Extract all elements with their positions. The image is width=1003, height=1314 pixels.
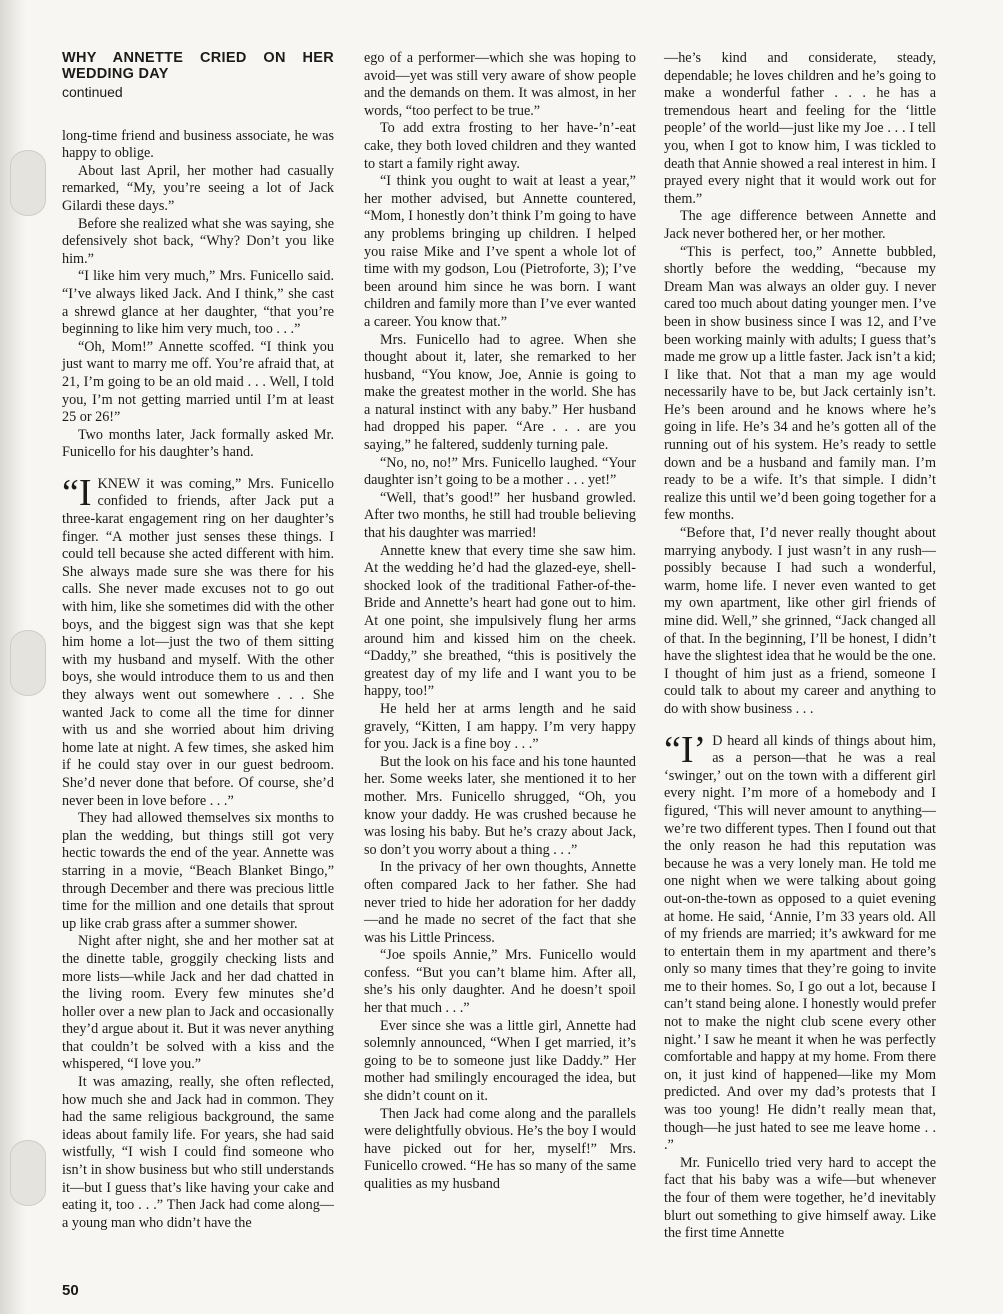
paragraph: They had allowed themselves six months to plan the wedding, but things still got very hectic towards the end of the year. Annette was starring in a movie, “Beach Blanket Bingo,” through December and there was precious little time for the million and one details that sprout up like crab grass after a summer shower. xyxy=(62,810,334,932)
column-3 xyxy=(664,50,936,1243)
drop-cap: “I’ xyxy=(664,728,707,771)
paragraph: “Oh, Mom!” Annette scoffed. “I think you just want to marry me off. You’re afraid that, at 21, I’m going to be an old maid . . . Well, I told you, I’m not getting married until I’m at least 25 or 26!” xyxy=(62,338,334,426)
paragraph: “Joe spoils Annie,” Mrs. Funicello would confess. “But you can’t blame him. After all, she’s his only daughter. And he doesn’t spoil her that much . . .” xyxy=(364,947,636,1017)
page-number: 50 xyxy=(62,1282,79,1299)
paragraph: About last April, her mother had casually remarked, “My, you’re seeing a lot of Jack Gilardi these days.” xyxy=(62,162,334,214)
binder-hole xyxy=(10,630,46,696)
section-paragraph xyxy=(664,728,936,1155)
column-2 xyxy=(364,50,636,1194)
article-headline: WHY ANNETTE CRIED ON HER WEDDING DAY xyxy=(62,50,334,82)
paragraph: “I like him very much,” Mrs. Funicello said. “I’ve always liked Jack. And I think,” she cast a shrewd glance at her daughter, “that you’re beginning to like him very much, too . . .” xyxy=(62,268,334,338)
binder-hole xyxy=(10,1140,46,1206)
paragraph: He held her at arms length and he said gravely, “Kitten, I am happy. I’m very happy for you. Jack is a fine boy . . .” xyxy=(364,700,636,753)
paragraph: —he’s kind and considerate, steady, dependable; he loves children and he’s going to make a wonderful father . . . he has a tremendous heart and feeling for the ‘little people’ of the world—just like my Joe . . . I tell you, when I got to know him, I was tickled to death that Annie showed a real interest in him. I prayed every night that it would work out for them.” xyxy=(664,50,936,207)
paragraph: Two months later, Jack formally asked Mr. Funicello for his daughter’s hand. xyxy=(62,426,334,461)
paragraph: The age difference between Annette and Jack never bothered her, or her mother. xyxy=(664,208,936,242)
section-paragraph xyxy=(62,471,334,810)
paragraph: Night after night, she and her mother sat at the dinette table, groggily checking lists and more lists—while Jack and her dad chatted in the living room. Every few minutes she’d holler over a new plan to Jack and occasionally they’d argue about it. But it was never anything that couldn’t be solved with a kiss and the whispered, “I love you.” xyxy=(62,933,334,1073)
paragraph: It was amazing, really, she often reflected, how much she and Jack had in common. They had the same religious background, the same ideas about family life. For years, she had said wistfully, “I wish I could find someone who isn’t in show business but who still understands it—but I guess that’s like having your cake and eating it, too . . .” Then Jack had come along—a young man who didn’t have the xyxy=(62,1074,334,1231)
paragraph: To add extra frosting to her have-’n’-eat cake, they both loved children and they wanted to start a family right away. xyxy=(364,120,636,172)
paragraph: Annette knew that every time she saw him. At the wedding he’d had the glazed-eye, shell-shocked look of the traditional Father-of-the-Bride and Annette’s heart had gone out to him. At one point, she impulsively flung her arms around him and kissed him on the cheek. “Daddy,” she breathed, “this is positively the greatest day of my life and I want you to be happy, too!” xyxy=(364,542,636,700)
paragraph: Mrs. Funicello had to agree. When she thought about it, later, she remarked to her husband, “You know, Joe, Annie is going to make the greatest mother in the world. She has a natural instinct with any baby.” Her husband had dropped his paper. “Are . . . are you saying,” he faltered, suddenly turning pale. xyxy=(364,331,636,454)
paragraph: “I think you ought to wait at least a year,” her mother advised, but Annette countered, “Mom, I honestly don’t think I’m going to have any problems bringing up children. I helped you raise Mike and I’ve spent a whole lot of time with my godson, Lou (Pietroforte, 3); I’ve been around him since he was born. I want children and family more than I’ve ever wanted a career. You know that.” xyxy=(364,173,636,330)
paragraph: “This is perfect, too,” Annette bubbled, shortly before the wedding, “because my Dream Man was always an older guy. I never cared too much about dating younger men. I’ve been in show business since I was 12, and I’ve been working mainly with adults; I guess that’s made me grow up a little faster. Jack isn’t a kid; I like that. Not that a man my age would necessarily have to be, but Jack certainly isn’t. He’s been around and he knows where he’s going in life. He’s 34 and he’s gotten all of the running out of his system. He’s ready to settle down and be a husband and family man. I’m ready to be a wife. It’s that simple. I didn’t realize this until we’d been going together for a few months. xyxy=(664,243,936,524)
paragraph: Mr. Funicello tried very hard to accept the fact that his baby was a wife—but whenever the four of them were together, he’d inevitably blurt out something to give himself away. Like the first time Annette xyxy=(664,1154,936,1242)
paragraph: ego of a performer—which she was hoping to avoid—yet was still very aware of show people and the demands on them. It was almost, in her words, “too perfect to be true.” xyxy=(364,50,636,119)
article-subhead: continued xyxy=(62,84,123,100)
paragraph: “No, no, no!” Mrs. Funicello laughed. “Your daughter isn’t going to be a mother . . . yet!” xyxy=(364,454,636,489)
paragraph: “Well, that’s good!” her husband growled. After two months, he still had trouble believing that his daughter was married! xyxy=(364,489,636,542)
paragraph: Ever since she was a little girl, Annette had solemnly announced, “When I get married, it’s going to be to someone just like Daddy.” Her mother had smilingly encouraged the idea, but she didn’t count on it. xyxy=(364,1017,636,1105)
paragraph: Before she realized what she was saying, she defensively shot back, “Why? Don’t you like him.” xyxy=(62,215,334,267)
drop-cap: “I xyxy=(62,471,92,514)
binder-hole xyxy=(10,150,46,216)
paragraph: “Before that, I’d never really thought about marrying anybody. I just wasn’t in any rush—possibly because I had such a wonderful, warm, home life. I never even wanted to get my own apartment, like other girl friends of mine did. Well,” she grinned, “Jack changed all of that. In the beginning, I’ll be honest, I didn’t have the slightest idea that he would be the one. I thought of him just as a friend, someone I could talk to about my career and anything to do with show business . . . xyxy=(664,525,936,717)
paragraph: Then Jack had come along and the parallels were delightfully obvious. He’s the boy I would have picked out for her, myself!” Mrs. Funicello crowed. “He has so many of the same qualities as my husband xyxy=(364,1105,636,1192)
paragraph: In the privacy of her own thoughts, Annette often compared Jack to her father. She had never tried to hide her adoration for her daddy—and he made no secret of the fact that she was his Little Princess. xyxy=(364,859,636,946)
paragraph: long-time friend and business associate, he was happy to oblige. xyxy=(62,127,334,162)
paragraph-text: D heard all kinds of things about him, as a person—that he was a real ‘swinger,’ out on the town with a different girl every night. I’m more of a homebody and I figured, ‘This will never amount to anything—we’re two different types. Then I found out that the only reason he had this reputation was because he was a very lonely man. He told me one night when we were talking about going out-on-the-town as opposed to a quiet evening at home. He said, ‘Annie, I’m 33 years old. All of my friends are married; it’s awkward for me to entertain them in my apartment and there’s only so many times that they’re going to invite me to their homes. So, I go out a lot, because I can’t stand being alone. I honestly would prefer not to make the night club scene every other night.’ I saw he meant it when he was perfectly comfortable and happy at my home. From there on, it just kind of happened—like my Mom predicted. And over my dad’s protests that I was too young! He didn’t really mean that, though—he just hated to see me leave home . . .” xyxy=(664,732,936,1154)
paragraph: But the look on his face and his tone haunted her. Some weeks later, she mentioned it to her mother. Mrs. Funicello shrugged, “Oh, you know your daddy. He was crushed because he was losing his baby. But he’s crazy about Jack, so don’t you worry about a thing . . .” xyxy=(364,753,636,858)
paragraph-text: KNEW it was coming,” Mrs. Funicello confided to friends, after Jack put a three-karat engagement ring on her daughter’s finger. “A mother just senses these things. I could tell because she acted different with him. She always made sure she was there for his calls. She never made excuses not to go out with him, like she sometimes did with the other boys, and the biggest sign was that she kept him home a lot—just the two of them sitting with my husband and myself. With the other boys, she would introduce them to us and then they always went out somewhere . . . She wanted Jack to come all the time for dinner with us and she worried about him driving home late at night. A few times, she asked him if he could stay over in our guest bedroom. She’d never done that before. Of course, she’d never been in love before . . .” xyxy=(62,475,334,809)
column-1 xyxy=(62,50,334,1232)
